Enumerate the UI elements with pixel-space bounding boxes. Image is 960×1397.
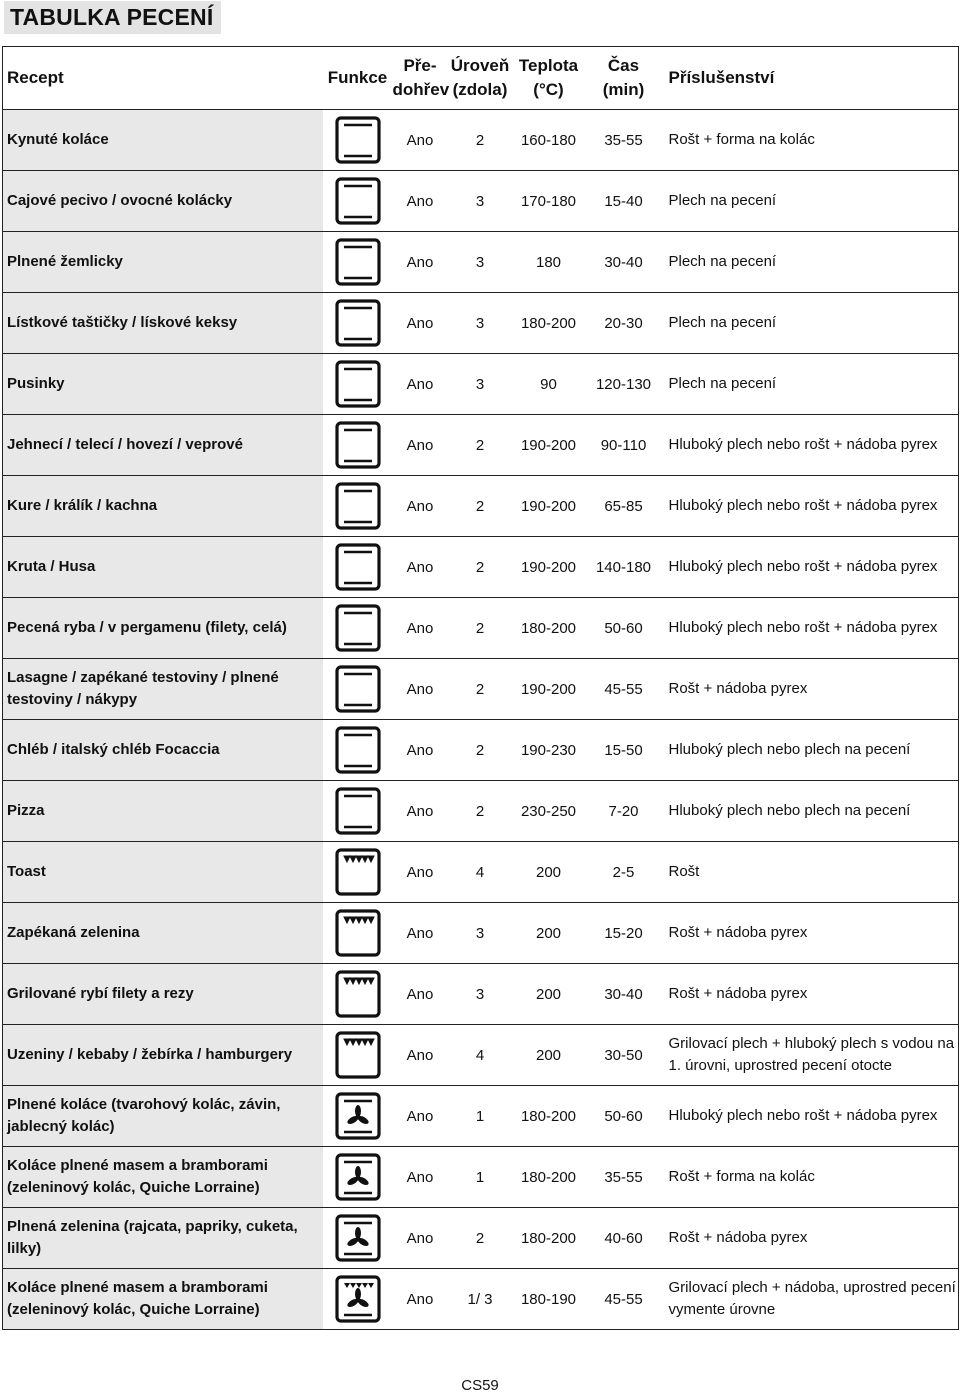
- function-cell: [323, 903, 393, 964]
- preheat-value: Ano: [393, 476, 448, 537]
- table-row: [3, 659, 959, 720]
- temperature-value: 190-230: [513, 720, 585, 781]
- recipe-name: Toast: [3, 842, 323, 903]
- recipe-name: Pecená ryba / v pergamenu (filety, celá): [3, 598, 323, 659]
- preheat-value: Ano: [393, 1269, 448, 1330]
- accessories-value: Rošt + nádoba pyrex: [663, 964, 959, 1025]
- temperature-value: 180: [513, 232, 585, 293]
- level-value: 3: [448, 964, 513, 1025]
- accessories-value: Plech na pecení: [663, 354, 959, 415]
- temperature-value: 160-180: [513, 110, 585, 171]
- temperature-value: 230-250: [513, 781, 585, 842]
- accessories-value: Plech na pecení: [663, 293, 959, 354]
- time-value: 2-5: [585, 842, 663, 903]
- level-value: 2: [448, 781, 513, 842]
- accessories-value: Rošt + nádoba pyrex: [663, 659, 959, 720]
- time-value: 50-60: [585, 1086, 663, 1147]
- time-value: 35-55: [585, 1147, 663, 1208]
- preheat-value: Ano: [393, 1086, 448, 1147]
- time-value: 30-50: [585, 1025, 663, 1086]
- accessories-value: Plech na pecení: [663, 171, 959, 232]
- table-row: [3, 1147, 959, 1208]
- recipe-name: Lístkové taštičky / lískové keksy: [3, 293, 323, 354]
- time-value: 15-40: [585, 171, 663, 232]
- table-row: [3, 720, 959, 781]
- conventional-oven-icon: [333, 359, 383, 409]
- fan-oven-icon: [333, 1091, 383, 1141]
- level-value: 2: [448, 415, 513, 476]
- preheat-value: Ano: [393, 720, 448, 781]
- recipe-name: Kure / králík / kachna: [3, 476, 323, 537]
- recipe-name: Kruta / Husa: [3, 537, 323, 598]
- table-row: [3, 415, 959, 476]
- function-cell: [323, 720, 393, 781]
- preheat-value: Ano: [393, 903, 448, 964]
- time-value: 120-130: [585, 354, 663, 415]
- accessories-value: Hluboký plech nebo rošt + nádoba pyrex: [663, 1086, 959, 1147]
- conventional-oven-icon: [333, 481, 383, 531]
- table-row: [3, 1208, 959, 1269]
- table-row: [3, 964, 959, 1025]
- grill-icon: [333, 847, 383, 897]
- preheat-value: Ano: [393, 1208, 448, 1269]
- recipe-name: Plnené koláce (tvarohový kolác, závin, jablecný kolác): [3, 1086, 323, 1147]
- temperature-value: 180-200: [513, 293, 585, 354]
- temperature-value: 190-200: [513, 415, 585, 476]
- header-level: Úroveň (zdola): [448, 47, 513, 110]
- level-value: 2: [448, 476, 513, 537]
- temperature-value: 180-200: [513, 1147, 585, 1208]
- header-preheat: Pře- dohřev: [393, 47, 448, 110]
- function-cell: [323, 293, 393, 354]
- header-recipe: Recept: [3, 47, 323, 110]
- level-value: 4: [448, 1025, 513, 1086]
- recipe-name: Jehnecí / telecí / hovezí / veprové: [3, 415, 323, 476]
- function-cell: [323, 232, 393, 293]
- fan-oven-icon: [333, 1152, 383, 1202]
- time-value: 40-60: [585, 1208, 663, 1269]
- function-cell: [323, 1025, 393, 1086]
- accessories-value: Hluboký plech nebo rošt + nádoba pyrex: [663, 476, 959, 537]
- function-cell: [323, 964, 393, 1025]
- fan-grill-icon: [333, 1274, 383, 1324]
- time-value: 7-20: [585, 781, 663, 842]
- level-value: 2: [448, 1208, 513, 1269]
- conventional-oven-icon: [333, 115, 383, 165]
- table-row: [3, 537, 959, 598]
- header-temperature: Teplota (°C): [513, 47, 585, 110]
- function-cell: [323, 1208, 393, 1269]
- recipe-name: Plnená zelenina (rajcata, papriky, cuketa, lilky): [3, 1208, 323, 1269]
- function-cell: [323, 476, 393, 537]
- time-value: 90-110: [585, 415, 663, 476]
- level-value: 2: [448, 110, 513, 171]
- table-row: [3, 842, 959, 903]
- conventional-oven-icon: [333, 237, 383, 287]
- recipe-name: Uzeniny / kebaby / žebírka / hamburgery: [3, 1025, 323, 1086]
- preheat-value: Ano: [393, 232, 448, 293]
- header-time: Čas (min): [585, 47, 663, 110]
- function-cell: [323, 598, 393, 659]
- recipe-name: Pusinky: [3, 354, 323, 415]
- conventional-oven-icon: [333, 786, 383, 836]
- function-cell: [323, 1269, 393, 1330]
- table-row: [3, 171, 959, 232]
- time-value: 15-50: [585, 720, 663, 781]
- temperature-value: 200: [513, 903, 585, 964]
- recipe-name: Pizza: [3, 781, 323, 842]
- level-value: 3: [448, 903, 513, 964]
- recipe-name: Grilované rybí filety a rezy: [3, 964, 323, 1025]
- recipe-name: Cajové pecivo / ovocné kolácky: [3, 171, 323, 232]
- level-value: 3: [448, 354, 513, 415]
- preheat-value: Ano: [393, 415, 448, 476]
- table-row: [3, 903, 959, 964]
- level-value: 2: [448, 659, 513, 720]
- preheat-value: Ano: [393, 1025, 448, 1086]
- function-cell: [323, 781, 393, 842]
- conventional-oven-icon: [333, 664, 383, 714]
- preheat-value: Ano: [393, 293, 448, 354]
- time-value: 45-55: [585, 1269, 663, 1330]
- temperature-value: 170-180: [513, 171, 585, 232]
- accessories-value: Hluboký plech nebo plech na pecení: [663, 720, 959, 781]
- function-cell: [323, 659, 393, 720]
- level-value: 3: [448, 171, 513, 232]
- table-row: [3, 293, 959, 354]
- table-header-row: [3, 47, 959, 110]
- preheat-value: Ano: [393, 1147, 448, 1208]
- temperature-value: 200: [513, 1025, 585, 1086]
- recipe-name: Plnené žemlicky: [3, 232, 323, 293]
- recipe-name: Lasagne / zapékané testoviny / plnené testoviny / nákypy: [3, 659, 323, 720]
- table-row: [3, 1269, 959, 1330]
- preheat-value: Ano: [393, 842, 448, 903]
- temperature-value: 90: [513, 354, 585, 415]
- preheat-value: Ano: [393, 781, 448, 842]
- accessories-value: Hluboký plech nebo rošt + nádoba pyrex: [663, 537, 959, 598]
- function-cell: [323, 110, 393, 171]
- time-value: 50-60: [585, 598, 663, 659]
- table-row: [3, 354, 959, 415]
- recipe-name: Koláce plnené masem a bramborami (zeleninový kolác, Quiche Lorraine): [3, 1147, 323, 1208]
- temperature-value: 180-200: [513, 1086, 585, 1147]
- recipe-name: Kynuté koláce: [3, 110, 323, 171]
- temperature-value: 180-190: [513, 1269, 585, 1330]
- grill-icon: [333, 969, 383, 1019]
- accessories-value: Rošt: [663, 842, 959, 903]
- accessories-value: Grilovací plech + nádoba, uprostred pecení vymente úrovne: [663, 1269, 959, 1330]
- function-cell: [323, 842, 393, 903]
- function-cell: [323, 415, 393, 476]
- preheat-value: Ano: [393, 110, 448, 171]
- function-cell: [323, 1147, 393, 1208]
- temperature-value: 180-200: [513, 1208, 585, 1269]
- preheat-value: Ano: [393, 354, 448, 415]
- time-value: 15-20: [585, 903, 663, 964]
- accessories-value: Hluboký plech nebo plech na pecení: [663, 781, 959, 842]
- conventional-oven-icon: [333, 603, 383, 653]
- recipe-name: Zapékaná zelenina: [3, 903, 323, 964]
- time-value: 65-85: [585, 476, 663, 537]
- conventional-oven-icon: [333, 420, 383, 470]
- conventional-oven-icon: [333, 176, 383, 226]
- time-value: 35-55: [585, 110, 663, 171]
- header-function: Funkce: [323, 47, 393, 110]
- temperature-value: 200: [513, 964, 585, 1025]
- temperature-value: 180-200: [513, 598, 585, 659]
- level-value: 2: [448, 537, 513, 598]
- fan-oven-icon: [333, 1213, 383, 1263]
- grill-icon: [333, 1030, 383, 1080]
- accessories-value: Rošt + nádoba pyrex: [663, 903, 959, 964]
- accessories-value: Rošt + forma na kolác: [663, 1147, 959, 1208]
- table-row: [3, 1025, 959, 1086]
- function-cell: [323, 537, 393, 598]
- baking-table: [2, 46, 959, 1330]
- level-value: 3: [448, 293, 513, 354]
- time-value: 30-40: [585, 964, 663, 1025]
- time-value: 140-180: [585, 537, 663, 598]
- table-row: [3, 1086, 959, 1147]
- temperature-value: 190-200: [513, 659, 585, 720]
- header-accessories: Příslušenství: [663, 47, 959, 110]
- preheat-value: Ano: [393, 659, 448, 720]
- level-value: 2: [448, 720, 513, 781]
- accessories-value: Rošt + nádoba pyrex: [663, 1208, 959, 1269]
- preheat-value: Ano: [393, 537, 448, 598]
- level-value: 1: [448, 1086, 513, 1147]
- preheat-value: Ano: [393, 171, 448, 232]
- time-value: 30-40: [585, 232, 663, 293]
- table-row: [3, 781, 959, 842]
- accessories-value: Grilovací plech + hluboký plech s vodou na 1. úrovni, uprostred pecení otocte: [663, 1025, 959, 1086]
- table-row: [3, 598, 959, 659]
- level-value: 4: [448, 842, 513, 903]
- table-row: [3, 232, 959, 293]
- level-value: 1/ 3: [448, 1269, 513, 1330]
- level-value: 3: [448, 232, 513, 293]
- table-row: [3, 110, 959, 171]
- accessories-value: Plech na pecení: [663, 232, 959, 293]
- conventional-oven-icon: [333, 298, 383, 348]
- conventional-oven-icon: [333, 725, 383, 775]
- page-number: CS59: [461, 1377, 499, 1394]
- accessories-value: Hluboký plech nebo rošt + nádoba pyrex: [663, 415, 959, 476]
- page-title: TABULKA PECENÍ: [4, 1, 221, 34]
- recipe-name: Chléb / italský chléb Focaccia: [3, 720, 323, 781]
- preheat-value: Ano: [393, 598, 448, 659]
- preheat-value: Ano: [393, 964, 448, 1025]
- temperature-value: 190-200: [513, 476, 585, 537]
- table-row: [3, 476, 959, 537]
- level-value: 2: [448, 598, 513, 659]
- time-value: 20-30: [585, 293, 663, 354]
- recipe-name: Koláce plnené masem a bramborami (zeleninový kolác, Quiche Lorraine): [3, 1269, 323, 1330]
- function-cell: [323, 354, 393, 415]
- temperature-value: 200: [513, 842, 585, 903]
- temperature-value: 190-200: [513, 537, 585, 598]
- level-value: 1: [448, 1147, 513, 1208]
- function-cell: [323, 1086, 393, 1147]
- grill-icon: [333, 908, 383, 958]
- accessories-value: Rošt + forma na kolác: [663, 110, 959, 171]
- accessories-value: Hluboký plech nebo rošt + nádoba pyrex: [663, 598, 959, 659]
- function-cell: [323, 171, 393, 232]
- time-value: 45-55: [585, 659, 663, 720]
- conventional-oven-icon: [333, 542, 383, 592]
